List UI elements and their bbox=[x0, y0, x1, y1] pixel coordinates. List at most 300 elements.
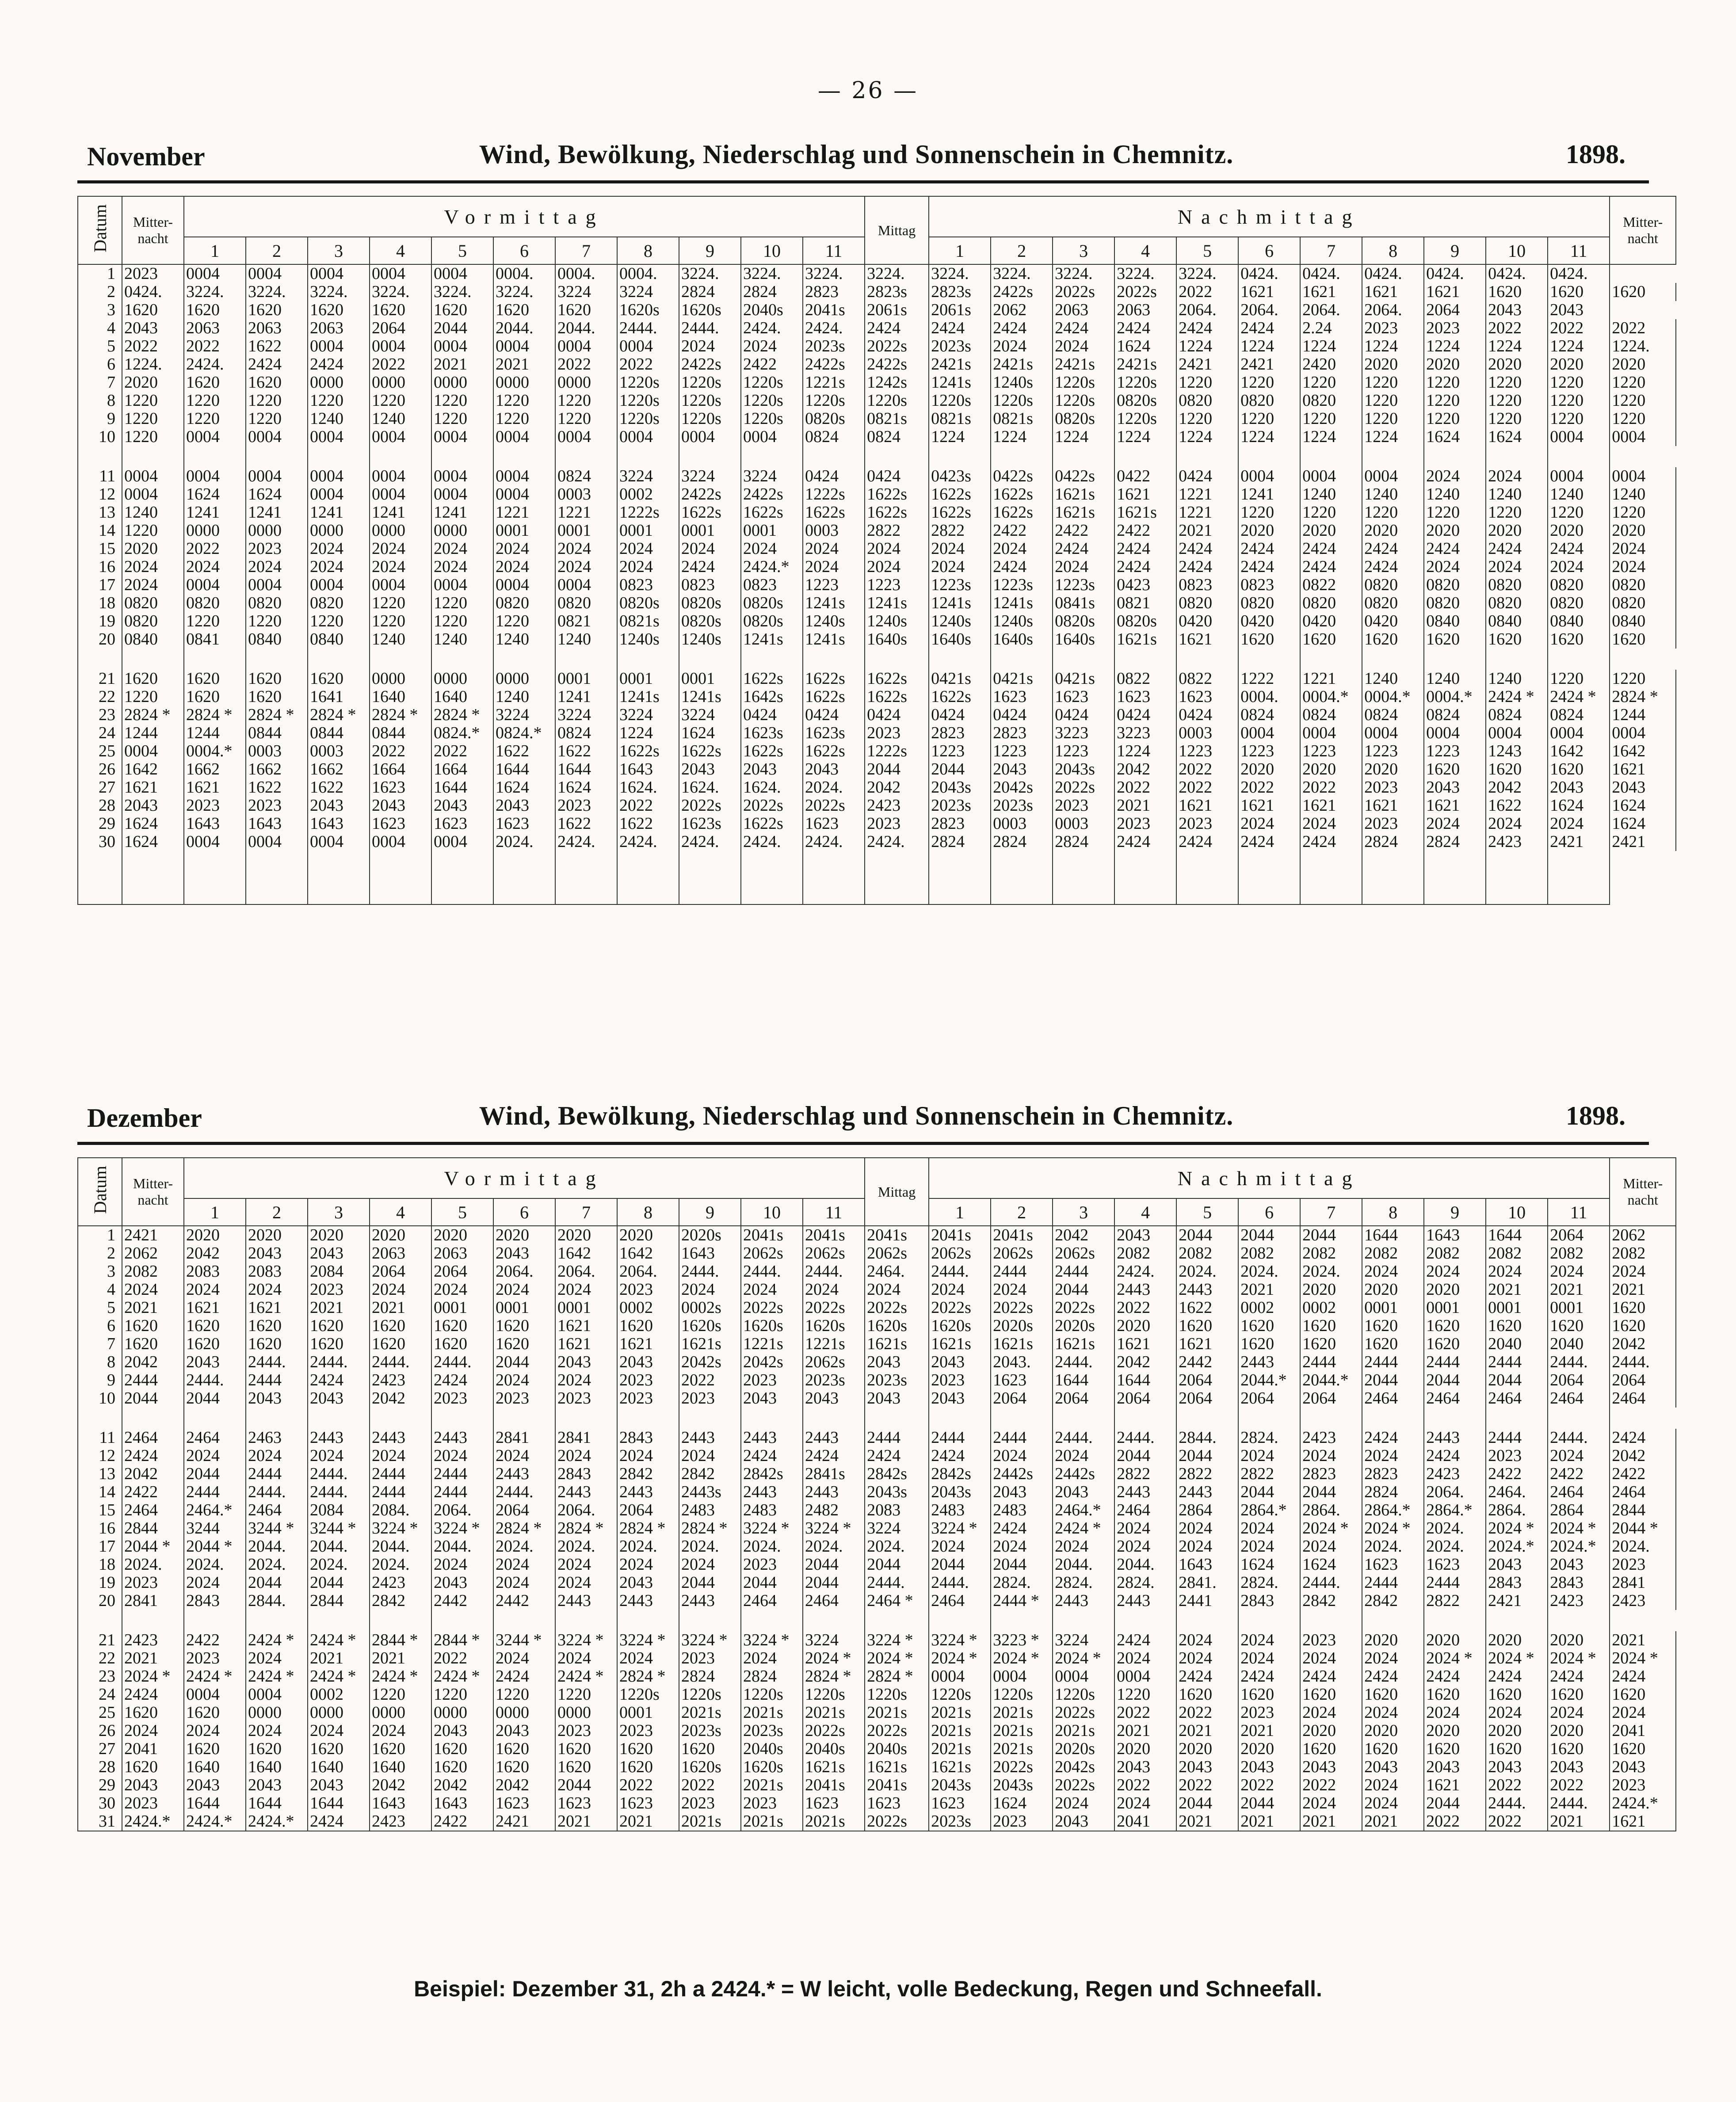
value-cell: 2064. bbox=[1176, 301, 1238, 319]
value-cell: 2020 bbox=[1610, 522, 1676, 540]
value-cell: 2023 bbox=[122, 1794, 184, 1812]
value-cell: 2064 bbox=[1424, 301, 1486, 319]
spacer-cell bbox=[679, 446, 741, 467]
value-cell: 1622s bbox=[929, 688, 991, 706]
spacer-cell bbox=[1114, 851, 1176, 904]
value-cell: 2021 bbox=[370, 1299, 431, 1317]
value-cell: 0820 bbox=[1548, 594, 1610, 612]
value-cell: 2044 bbox=[1176, 1794, 1238, 1812]
value-cell: 1241 bbox=[308, 504, 370, 522]
value-cell: 2824 bbox=[741, 283, 803, 301]
datum-cell: 7 bbox=[78, 1335, 122, 1353]
value-cell: 2024 bbox=[555, 1556, 617, 1574]
value-cell: 2024 bbox=[1610, 540, 1676, 558]
value-cell: 0820 bbox=[246, 594, 308, 612]
value-cell: 1620 bbox=[1362, 630, 1424, 649]
value-cell: 0000 bbox=[370, 1704, 431, 1722]
table-row bbox=[78, 558, 1676, 576]
value-cell: 2444. bbox=[929, 1263, 991, 1281]
value-cell: 1240 bbox=[555, 630, 617, 649]
value-cell: 2024 bbox=[246, 1649, 308, 1667]
value-cell: 1620 bbox=[1238, 1335, 1300, 1353]
value-cell: 2824 * bbox=[617, 1667, 679, 1686]
value-cell: 2023 bbox=[555, 797, 617, 815]
value-cell: 2024. bbox=[803, 778, 865, 797]
value-cell: 2043 bbox=[803, 1389, 865, 1408]
value-cell: 2842s bbox=[741, 1465, 803, 1483]
value-cell: 2023 bbox=[679, 1649, 741, 1667]
value-cell: 2421s bbox=[929, 355, 991, 374]
value-cell: 2043 bbox=[1114, 1226, 1176, 1244]
value-cell: 1640s bbox=[991, 630, 1053, 649]
value-cell: 1220 bbox=[1362, 410, 1424, 428]
value-cell: 1620s bbox=[865, 1317, 929, 1335]
spacer-cell bbox=[1053, 851, 1114, 904]
table-row bbox=[78, 1447, 1676, 1465]
value-cell: 2044 bbox=[246, 1574, 308, 1592]
datum-cell: 22 bbox=[78, 1649, 122, 1667]
value-cell: 2063 bbox=[308, 319, 370, 337]
value-cell: 0004 bbox=[308, 264, 370, 283]
value-cell: 2823s bbox=[865, 283, 929, 301]
value-cell: 2022s bbox=[865, 1812, 929, 1831]
value-cell: 2024.* bbox=[1548, 1537, 1610, 1556]
value-cell: 0822 bbox=[1176, 670, 1238, 688]
value-cell: 2042 bbox=[122, 1465, 184, 1483]
value-cell: 0004 bbox=[1610, 724, 1676, 742]
value-cell: 2084 bbox=[308, 1501, 370, 1519]
value-cell: 0421s bbox=[991, 670, 1053, 688]
value-cell: 2024 bbox=[991, 1281, 1053, 1299]
value-cell: 2444 bbox=[1362, 1353, 1424, 1371]
value-cell: 1220s bbox=[991, 1686, 1053, 1704]
value-cell: 2020 bbox=[1114, 1740, 1176, 1758]
column-header-mitternacht: Mitter-nacht bbox=[122, 1158, 184, 1226]
value-cell: 0003 bbox=[1176, 724, 1238, 742]
column-header-vormittag: Vormittag bbox=[184, 196, 865, 237]
value-cell: 1644 bbox=[493, 760, 555, 778]
value-cell: 1620 bbox=[431, 1758, 493, 1776]
value-cell: 3244 * bbox=[308, 1519, 370, 1537]
value-cell: 1220s bbox=[1114, 410, 1176, 428]
spacer-cell bbox=[803, 649, 865, 670]
value-cell: 1640 bbox=[370, 688, 431, 706]
year-label: 1898. bbox=[1566, 1101, 1625, 1130]
spacer-cell bbox=[78, 1408, 122, 1429]
value-cell: 1620 bbox=[1238, 1686, 1300, 1704]
value-cell: 2021 bbox=[308, 1299, 370, 1317]
value-cell: 0001 bbox=[617, 522, 679, 540]
value-cell: 1620 bbox=[431, 1317, 493, 1335]
value-cell: 2062s bbox=[991, 1244, 1053, 1263]
value-cell: 0821s bbox=[929, 410, 991, 428]
value-cell: 2023 bbox=[1053, 797, 1114, 815]
column-header-datum: Datum bbox=[78, 196, 122, 264]
spacer-cell bbox=[1300, 446, 1362, 467]
value-cell: 2024 bbox=[679, 540, 741, 558]
value-cell: 1220 bbox=[1300, 410, 1362, 428]
value-cell: 0820 bbox=[1300, 594, 1362, 612]
value-cell: 0424. bbox=[1424, 264, 1486, 283]
value-cell: 2024 bbox=[1114, 1794, 1176, 1812]
value-cell: 1620 bbox=[1424, 1686, 1486, 1704]
value-cell: 1620 bbox=[122, 1317, 184, 1335]
value-cell: 2022s bbox=[741, 1299, 803, 1317]
value-cell: 1622 bbox=[246, 778, 308, 797]
value-cell: 1220s bbox=[679, 410, 741, 428]
value-cell: 0004 bbox=[555, 428, 617, 446]
value-cell: 0422s bbox=[1053, 467, 1114, 485]
value-cell: 2024 bbox=[617, 540, 679, 558]
value-cell: 2021 bbox=[555, 1812, 617, 1831]
value-cell: 0422 bbox=[1114, 467, 1176, 485]
value-cell: 2042 bbox=[1053, 1226, 1114, 1244]
value-cell: 2044 bbox=[1176, 1447, 1238, 1465]
value-cell: 2021s bbox=[991, 1722, 1053, 1740]
table-row bbox=[78, 392, 1676, 410]
value-cell: 1224 bbox=[617, 724, 679, 742]
datum-cell: 2 bbox=[78, 283, 122, 301]
table-row bbox=[78, 1758, 1676, 1776]
value-cell: 2424 bbox=[929, 319, 991, 337]
value-cell: 2844 bbox=[1610, 1501, 1676, 1519]
value-cell: 2020s bbox=[679, 1226, 741, 1244]
value-cell: 2020 bbox=[1424, 1281, 1486, 1299]
value-cell: 1621 bbox=[555, 1335, 617, 1353]
spacer-cell bbox=[1114, 446, 1176, 467]
value-cell: 1623 bbox=[493, 1794, 555, 1812]
value-cell: 2020s bbox=[991, 1317, 1053, 1335]
column-header-mittag: Mittag bbox=[865, 1158, 929, 1226]
value-cell: 2424 bbox=[1362, 1667, 1424, 1686]
value-cell: 3224 * bbox=[431, 1519, 493, 1537]
value-cell: 2024 * bbox=[865, 1649, 929, 1667]
value-cell: 2044 bbox=[1053, 1281, 1114, 1299]
value-cell: 2464 bbox=[1424, 1389, 1486, 1408]
value-cell: 3224. bbox=[679, 264, 741, 283]
value-cell: 2043 bbox=[308, 1776, 370, 1794]
value-cell: 2020 bbox=[1424, 355, 1486, 374]
value-cell: 1623 bbox=[929, 1794, 991, 1812]
value-cell: 1640 bbox=[184, 1758, 246, 1776]
value-cell: 2844. bbox=[246, 1592, 308, 1610]
value-cell: 2062s bbox=[1053, 1244, 1114, 1263]
value-cell: 2424 bbox=[1114, 833, 1176, 851]
value-cell: 2044 bbox=[1362, 1371, 1424, 1389]
value-cell: 0820 bbox=[1610, 576, 1676, 594]
year-label: 1898. bbox=[1566, 140, 1625, 169]
table-row bbox=[78, 1244, 1676, 1263]
value-cell: 2443 bbox=[1114, 1483, 1176, 1501]
value-cell: 2044 bbox=[929, 1556, 991, 1574]
value-cell: 2444. bbox=[308, 1465, 370, 1483]
value-cell: 1640s bbox=[929, 630, 991, 649]
value-cell: 2021s bbox=[741, 1812, 803, 1831]
value-cell: 1223s bbox=[991, 576, 1053, 594]
value-cell: 1620 bbox=[1300, 1740, 1362, 1758]
value-cell: 2023 bbox=[617, 1281, 679, 1299]
value-cell: 2024 bbox=[308, 540, 370, 558]
value-cell: 0821 bbox=[555, 612, 617, 630]
value-cell: 2443 bbox=[1176, 1281, 1238, 1299]
value-cell: 2043 bbox=[308, 1389, 370, 1408]
value-cell: 2024 bbox=[184, 1447, 246, 1465]
value-cell: 1220 bbox=[1300, 504, 1362, 522]
value-cell: 0820s bbox=[1114, 612, 1176, 630]
value-cell: 0003 bbox=[246, 742, 308, 760]
value-cell: 0004 bbox=[555, 576, 617, 594]
value-cell: 0004 bbox=[1548, 724, 1610, 742]
spacer-cell bbox=[803, 1610, 865, 1631]
value-cell: 2423 bbox=[122, 1631, 184, 1649]
value-cell: 0001 bbox=[1548, 1299, 1610, 1317]
value-cell: 2864.* bbox=[1362, 1501, 1424, 1519]
value-cell: 2424. bbox=[741, 319, 803, 337]
value-cell: 1620s bbox=[741, 1758, 803, 1776]
value-cell: 1620 bbox=[1486, 630, 1548, 649]
value-cell: 3224 bbox=[617, 283, 679, 301]
value-cell: 3224 bbox=[803, 1631, 865, 1649]
value-cell: 0004 bbox=[1548, 428, 1610, 446]
value-cell: 2424 bbox=[1362, 540, 1424, 558]
value-cell: 2064 bbox=[1300, 1389, 1362, 1408]
value-cell: 1622 bbox=[617, 815, 679, 833]
value-cell: 2422 bbox=[741, 355, 803, 374]
value-cell: 2064 bbox=[991, 1389, 1053, 1408]
value-cell: 0000 bbox=[493, 374, 555, 392]
value-cell: 2824 * bbox=[555, 1519, 617, 1537]
value-cell: 2464.* bbox=[184, 1501, 246, 1519]
value-cell: 2824. bbox=[991, 1574, 1053, 1592]
value-cell: 1221 bbox=[1176, 504, 1238, 522]
datum-cell: 16 bbox=[78, 558, 122, 576]
table-row bbox=[78, 410, 1676, 428]
table-row bbox=[78, 1574, 1676, 1592]
table-row bbox=[78, 374, 1676, 392]
value-cell: 2424 bbox=[741, 1447, 803, 1465]
value-cell: 2042 bbox=[1610, 1447, 1676, 1465]
value-cell: 2443 bbox=[431, 1429, 493, 1447]
value-cell: 0424 bbox=[803, 706, 865, 724]
value-cell: 2042s bbox=[991, 778, 1053, 797]
value-cell: 2424 bbox=[493, 1667, 555, 1686]
value-cell: 1640 bbox=[246, 1758, 308, 1776]
value-cell: 2024 bbox=[1176, 1519, 1238, 1537]
value-cell: 1221s bbox=[803, 374, 865, 392]
value-cell: 1220s bbox=[741, 410, 803, 428]
spacer-cell bbox=[555, 851, 617, 904]
value-cell: 0004 bbox=[184, 1686, 246, 1704]
spacer-cell bbox=[1486, 1408, 1548, 1429]
value-cell: 2464 bbox=[1610, 1389, 1676, 1408]
value-cell: 2043 bbox=[617, 1574, 679, 1592]
value-cell: 1622s bbox=[991, 504, 1053, 522]
value-cell: 2842 bbox=[1362, 1592, 1424, 1610]
datum-cell: 17 bbox=[78, 576, 122, 594]
datum-cell: 30 bbox=[78, 1794, 122, 1812]
column-header-vormittag: Vormittag bbox=[184, 1158, 865, 1198]
value-cell: 2043 bbox=[1424, 1758, 1486, 1776]
value-cell: 0002s bbox=[679, 1299, 741, 1317]
value-cell: 2022 bbox=[184, 540, 246, 558]
spacer-cell bbox=[308, 1408, 370, 1429]
value-cell: 2044. bbox=[1114, 1556, 1176, 1574]
value-cell: 2022 bbox=[370, 355, 431, 374]
value-cell: 0820s bbox=[1053, 612, 1114, 630]
value-cell: 1224. bbox=[1610, 337, 1676, 355]
value-cell: 2022s bbox=[741, 797, 803, 815]
row-gap bbox=[78, 1408, 1676, 1429]
value-cell: 1620 bbox=[1300, 630, 1362, 649]
value-cell: 2024 bbox=[1424, 558, 1486, 576]
value-cell: 2064 bbox=[1610, 1371, 1676, 1389]
value-cell: 1222s bbox=[865, 742, 929, 760]
value-cell: 2064 bbox=[1053, 1389, 1114, 1408]
datum-cell: 26 bbox=[78, 1722, 122, 1740]
value-cell: 2020 bbox=[1114, 1317, 1176, 1335]
value-cell: 1220 bbox=[431, 410, 493, 428]
row-gap bbox=[78, 1610, 1676, 1631]
hour-header: 11 bbox=[803, 237, 865, 264]
value-cell: 1244 bbox=[184, 724, 246, 742]
value-cell: 1620 bbox=[1548, 760, 1610, 778]
datum-cell: 27 bbox=[78, 778, 122, 797]
value-cell: 1620 bbox=[1610, 283, 1676, 301]
value-cell: 2044. bbox=[431, 1537, 493, 1556]
value-cell: 1241s bbox=[679, 688, 741, 706]
value-cell: 2024 bbox=[184, 1574, 246, 1592]
value-cell: 1620 bbox=[1424, 630, 1486, 649]
hour-header: 10 bbox=[1486, 1198, 1548, 1226]
value-cell: 0001 bbox=[431, 1299, 493, 1317]
value-cell: 1241 bbox=[1238, 485, 1300, 504]
value-cell: 2841 bbox=[555, 1429, 617, 1447]
spacer-cell bbox=[122, 649, 184, 670]
value-cell: 1624 bbox=[1300, 1556, 1362, 1574]
value-cell: 0000 bbox=[555, 1704, 617, 1722]
value-cell: 3224. bbox=[308, 283, 370, 301]
value-cell: 2083 bbox=[184, 1263, 246, 1281]
value-cell: 1620 bbox=[122, 1704, 184, 1722]
value-cell: 1220 bbox=[1176, 410, 1238, 428]
table-row bbox=[78, 1631, 1676, 1649]
header-rule bbox=[77, 1142, 1649, 1145]
value-cell: 2040s bbox=[741, 1740, 803, 1758]
value-cell: 1220 bbox=[246, 612, 308, 630]
value-cell: 0820 bbox=[1486, 576, 1548, 594]
value-cell: 0824 bbox=[1486, 706, 1548, 724]
value-cell: 3224 bbox=[493, 706, 555, 724]
value-cell: 1620 bbox=[1548, 1740, 1610, 1758]
value-cell: 2823s bbox=[929, 283, 991, 301]
value-cell: 1224 bbox=[1176, 428, 1238, 446]
value-cell: 0424. bbox=[1238, 264, 1300, 283]
value-cell: 2022 bbox=[1486, 1776, 1548, 1794]
value-cell: 2444 bbox=[370, 1465, 431, 1483]
value-cell: 2822 bbox=[1114, 1465, 1176, 1483]
value-cell: 2044. bbox=[1053, 1556, 1114, 1574]
value-cell: 3224. bbox=[370, 283, 431, 301]
hour-header: 11 bbox=[803, 1198, 865, 1226]
value-cell: 2022 bbox=[431, 742, 493, 760]
hour-header: 5 bbox=[1176, 1198, 1238, 1226]
value-cell: 2064 bbox=[370, 319, 431, 337]
value-cell: 2824 * bbox=[493, 1519, 555, 1537]
value-cell: 2022s bbox=[865, 1299, 929, 1317]
table-row bbox=[78, 1465, 1676, 1483]
value-cell: 2021 bbox=[370, 1649, 431, 1667]
spacer-cell bbox=[122, 1408, 184, 1429]
value-cell: 2020 bbox=[1362, 1722, 1424, 1740]
value-cell: 1620 bbox=[370, 301, 431, 319]
table-row bbox=[78, 833, 1676, 851]
value-cell: 0004 bbox=[493, 576, 555, 594]
value-cell: 1620 bbox=[1610, 1686, 1676, 1704]
value-cell: 1223s bbox=[929, 576, 991, 594]
value-cell: 0820 bbox=[184, 594, 246, 612]
value-cell: 0424 bbox=[991, 706, 1053, 724]
value-cell: 2424 * bbox=[1486, 688, 1548, 706]
value-cell: 2021s bbox=[679, 1704, 741, 1722]
value-cell: 2022 bbox=[1238, 778, 1300, 797]
value-cell: 2024 * bbox=[1300, 1519, 1362, 1537]
value-cell: 0004 bbox=[122, 742, 184, 760]
value-cell: 2044 bbox=[184, 1465, 246, 1483]
value-cell: 0820s bbox=[617, 594, 679, 612]
value-cell: 2044.* bbox=[1238, 1371, 1300, 1389]
value-cell: 1620 bbox=[617, 1317, 679, 1335]
value-cell: 2424 bbox=[679, 558, 741, 576]
value-cell: 2020 bbox=[617, 1226, 679, 1244]
value-cell: 1243 bbox=[1486, 742, 1548, 760]
value-cell: 2023 bbox=[741, 1794, 803, 1812]
value-cell: 1220 bbox=[122, 410, 184, 428]
spacer-cell bbox=[370, 1408, 431, 1429]
value-cell: 2444 bbox=[991, 1263, 1053, 1281]
value-cell: 2021 bbox=[1176, 1722, 1238, 1740]
value-cell: 1620 bbox=[308, 301, 370, 319]
value-cell: 2023 bbox=[1238, 1704, 1300, 1722]
value-cell: 0004 bbox=[308, 428, 370, 446]
table-row bbox=[78, 1686, 1676, 1704]
spacer-cell bbox=[431, 1408, 493, 1429]
value-cell: 1220 bbox=[1300, 374, 1362, 392]
value-cell: 2024 * bbox=[1548, 1649, 1610, 1667]
value-cell: 2023 bbox=[865, 815, 929, 833]
value-cell: 2023 bbox=[991, 1812, 1053, 1831]
value-cell: 2063 bbox=[431, 1244, 493, 1263]
spacer-cell bbox=[1238, 851, 1300, 904]
spacer-cell bbox=[308, 851, 370, 904]
datum-cell: 22 bbox=[78, 688, 122, 706]
value-cell: 0000 bbox=[246, 1704, 308, 1722]
value-cell: 2021 bbox=[1176, 1812, 1238, 1831]
value-cell: 0421s bbox=[929, 670, 991, 688]
value-cell: 0004 bbox=[991, 1667, 1053, 1686]
value-cell: 1220s bbox=[865, 1686, 929, 1704]
value-cell: 2042 bbox=[865, 778, 929, 797]
value-cell: 2023 bbox=[1362, 815, 1424, 833]
value-cell: 0004 bbox=[246, 1686, 308, 1704]
value-cell: 2424.* bbox=[741, 558, 803, 576]
table-row bbox=[78, 815, 1676, 833]
value-cell: 2043 bbox=[1053, 1812, 1114, 1831]
value-cell: 2024 bbox=[246, 1281, 308, 1299]
value-cell: 0000 bbox=[555, 374, 617, 392]
value-cell: 1644 bbox=[1053, 1371, 1114, 1389]
value-cell: 0820 bbox=[1424, 576, 1486, 594]
value-cell: 1240s bbox=[991, 374, 1053, 392]
